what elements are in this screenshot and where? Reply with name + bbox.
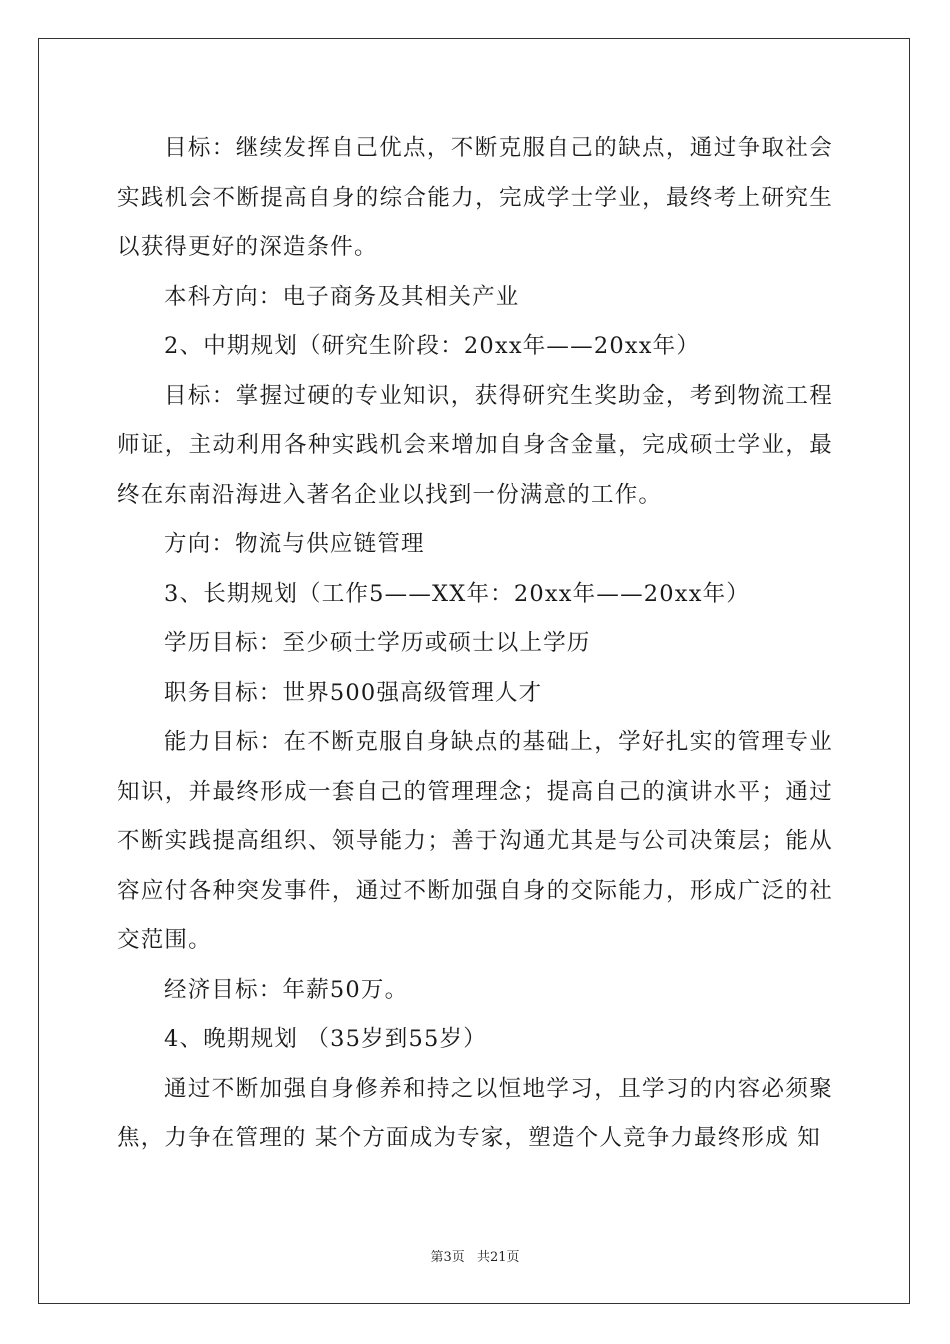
document-body [117, 124, 833, 1164]
section-heading: 2、中期规划（研究生阶段：20xx年——20xx年） [164, 333, 701, 359]
section-heading: 4、晚期规划 （35岁到55岁） [164, 1026, 487, 1052]
paragraph: 学历目标：至少硕士学历或硕士以上学历 [164, 630, 591, 656]
paragraph: 通过不断加强自身修养和持之以恒地学习，且学习的内容必须聚焦，力争在管理的 某个方面成为专家，塑造个人竞争力最终形成 知 [117, 1075, 833, 1151]
page-number: 第3页 [430, 1250, 465, 1265]
paragraph: 能力目标：在不断克服自身缺点的基础上，学好扎实的管理专业知识，并最终形成一套自己的管理理念；提高自己的演讲水平；通过不断实践提高组织、领导能力；善于沟通尤其是与公司决策层；能从容应付各种突发事件，通过不断加强自身的交际能力，形成广泛的社交范围。 [117, 729, 833, 953]
section-heading: 3、长期规划（工作5——XX年：20xx年——20xx年） [164, 580, 750, 607]
paragraph: 本科方向：电子商务及其相关产业 [164, 283, 520, 310]
paragraph: 目标：掌握过硬的专业知识，获得研究生奖助金，考到物流工程师证，主动利用各种实践机会来增加自身含金量，完成硕士学业，最终在东南沿海进入著名企业以找到一份满意的工作。 [117, 382, 833, 508]
paragraph: 经济目标：年薪50万。 [164, 976, 409, 1003]
page-footer [0, 1246, 950, 1265]
page-total: 共21页 [476, 1250, 520, 1265]
paragraph: 职务目标：世界500强高级管理人才 [164, 679, 543, 706]
paragraph: 方向：物流与供应链管理 [164, 531, 425, 557]
paragraph: 目标：继续发挥自己优点，不断克服自己的缺点，通过争取社会实践机会不断提高自身的综合能力，完成学士学业，最终考上研究生以获得更好的深造条件。 [117, 135, 833, 260]
